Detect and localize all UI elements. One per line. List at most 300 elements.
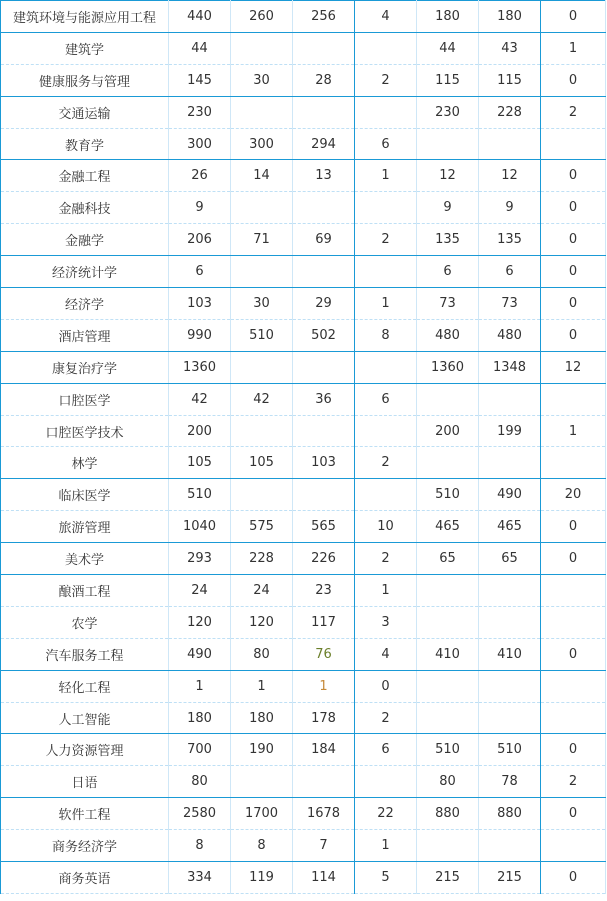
admitted-b-cell [479,447,541,479]
plan-b-cell [417,224,479,256]
total-plan-cell [169,288,231,320]
plan-a-cell [231,670,293,702]
gap-a-cell [355,256,417,288]
gap-a-cell [355,798,417,830]
major-name-cell [1,798,169,830]
total-plan-cell [169,224,231,256]
major-name-cell [1,288,169,320]
gap-b-cell [541,575,606,607]
cell-text: 20 [564,487,582,503]
cell-text: 300 [187,136,212,152]
total-plan-cell [169,415,231,447]
cell-text: 教育学 [64,138,104,154]
total-plan-cell [169,319,231,351]
cell-text: 145 [187,72,212,88]
table-row [1,766,606,798]
total-plan-cell [169,766,231,798]
major-name-cell [1,447,169,479]
cell-text: 42 [191,391,208,407]
total-plan-cell [169,575,231,607]
gap-b-cell [541,511,606,543]
major-name-cell [1,830,169,862]
admitted-a-cell [293,766,355,798]
total-plan-cell [169,128,231,160]
table-body [1,1,606,894]
admitted-b-cell [479,319,541,351]
plan-b-cell [417,415,479,447]
gap-b-cell [541,351,606,383]
cell-text: 1 [319,678,328,694]
table-row [1,1,606,33]
cell-text: 36 [315,391,332,407]
total-plan-cell [169,32,231,64]
cell-text: 金融工程 [58,170,111,186]
cell-text: 103 [187,295,212,311]
cell-text: 2 [568,774,578,790]
cell-text: 口腔医学技术 [45,425,124,441]
cell-text: 334 [187,869,212,885]
cell-text: 44 [191,40,208,56]
gap-a-cell [355,288,417,320]
cell-text: 28 [315,72,332,88]
gap-b-cell [541,192,606,224]
cell-text: 26 [191,168,208,184]
admitted-a-cell [293,830,355,862]
cell-text: 1 [381,582,390,598]
admitted-a-cell [293,862,355,894]
admitted-a-cell [293,256,355,288]
gap-a-cell [355,830,417,862]
cell-text: 6 [381,391,390,407]
admitted-b-cell [479,479,541,511]
cell-text: 24 [253,582,270,598]
cell-text: 1 [568,423,578,439]
table-row [1,543,606,575]
cell-text: 林学 [71,457,98,473]
admitted-a-cell [293,415,355,447]
admitted-b-cell [479,830,541,862]
cell-text: 180 [497,8,522,24]
gap-a-cell [355,192,417,224]
cell-text: 1700 [244,806,279,822]
plan-a-cell [231,511,293,543]
gap-b-cell [541,862,606,894]
plan-b-cell [417,447,479,479]
plan-b-cell [417,319,479,351]
admitted-a-cell [293,96,355,128]
plan-a-cell [231,32,293,64]
gap-b-cell [541,638,606,670]
plan-b-cell [417,192,479,224]
total-plan-cell [169,351,231,383]
gap-b-cell [541,96,606,128]
cell-text: 6 [381,742,390,758]
admitted-a-cell [293,575,355,607]
admitted-a-cell [293,192,355,224]
cell-text: 口腔医学 [58,393,111,409]
cell-text: 9 [505,200,514,216]
total-plan-cell [169,96,231,128]
major-name-cell [1,351,169,383]
admitted-b-cell [479,1,541,33]
table-row [1,256,606,288]
total-plan-cell [169,734,231,766]
gap-b-cell [541,128,606,160]
table-row [1,798,606,830]
table-row [1,511,606,543]
total-plan-cell [169,798,231,830]
gap-b-cell [541,479,606,511]
cell-text: 294 [311,136,336,152]
cell-text: 226 [311,551,336,567]
cell-text: 256 [311,8,336,24]
admitted-b-cell [479,383,541,415]
cell-text: 轻化工程 [58,680,111,696]
cell-text: 旅游管理 [58,521,111,537]
table-row [1,351,606,383]
major-name-cell [1,1,169,33]
cell-text: 230 [187,104,212,120]
gap-b-cell [541,32,606,64]
cell-text: 7 [319,838,328,854]
cell-text: 0 [568,869,578,885]
plan-b-cell [417,638,479,670]
gap-a-cell [355,447,417,479]
cell-text: 78 [501,774,518,790]
cell-text: 24 [191,582,208,598]
plan-a-cell [231,160,293,192]
cell-text: 80 [439,774,456,790]
gap-b-cell [541,543,606,575]
gap-b-cell [541,798,606,830]
cell-text: 1 [568,40,578,56]
admitted-b-cell [479,32,541,64]
admitted-b-cell [479,862,541,894]
cell-text: 经济学 [64,297,104,313]
plan-b-cell [417,830,479,862]
admitted-a-cell [293,32,355,64]
cell-text: 230 [435,104,460,120]
total-plan-cell [169,160,231,192]
total-plan-cell [169,638,231,670]
table-row [1,575,606,607]
major-name-cell [1,383,169,415]
cell-text: 510 [249,327,274,343]
cell-text: 交通运输 [58,106,111,122]
gap-a-cell [355,1,417,33]
total-plan-cell [169,543,231,575]
major-name-cell [1,670,169,702]
admitted-b-cell [479,543,541,575]
total-plan-cell [169,479,231,511]
cell-text: 12 [501,168,518,184]
cell-text: 汽车服务工程 [45,648,124,664]
cell-text: 8 [381,327,390,343]
cell-text: 135 [497,232,522,248]
admitted-b-cell [479,766,541,798]
cell-text: 115 [497,72,522,88]
admitted-a-cell [293,702,355,734]
cell-text: 康复治疗学 [51,361,117,377]
gap-a-cell [355,479,417,511]
admitted-a-cell [293,734,355,766]
table-row [1,96,606,128]
plan-b-cell [417,351,479,383]
gap-a-cell [355,543,417,575]
gap-a-cell [355,734,417,766]
major-name-cell [1,64,169,96]
cell-text: 293 [187,551,212,567]
cell-text: 日语 [71,776,98,792]
cell-text: 180 [187,710,212,726]
gap-b-cell [541,1,606,33]
cell-text: 228 [497,104,522,120]
plan-a-cell [231,638,293,670]
cell-text: 510 [435,487,460,503]
cell-text: 215 [497,869,522,885]
major-name-cell [1,224,169,256]
admitted-b-cell [479,64,541,96]
gap-a-cell [355,319,417,351]
cell-text: 6 [505,264,514,280]
cell-text: 金融科技 [58,202,111,218]
cell-text: 103 [311,455,336,471]
cell-text: 69 [315,232,332,248]
gap-a-cell [355,32,417,64]
admitted-a-cell [293,670,355,702]
admitted-b-cell [479,415,541,447]
gap-b-cell [541,702,606,734]
admitted-b-cell [479,606,541,638]
plan-a-cell [231,734,293,766]
major-name-cell [1,606,169,638]
cell-text: 184 [311,742,336,758]
cell-text: 260 [249,8,274,24]
table-row [1,830,606,862]
cell-text: 2 [381,72,390,88]
cell-text: 71 [253,232,270,248]
gap-a-cell [355,766,417,798]
admitted-b-cell [479,511,541,543]
cell-text: 健康服务与管理 [38,74,130,90]
cell-text: 0 [568,806,578,822]
total-plan-cell [169,192,231,224]
plan-b-cell [417,160,479,192]
cell-text: 65 [501,551,518,567]
plan-a-cell [231,447,293,479]
gap-a-cell [355,862,417,894]
cell-text: 商务经济学 [51,840,117,856]
cell-text: 115 [435,72,460,88]
cell-text: 1360 [430,359,465,375]
cell-text: 1348 [492,359,527,375]
cell-text: 8 [257,838,266,854]
gap-b-cell [541,415,606,447]
gap-a-cell [355,638,417,670]
table-row [1,32,606,64]
cell-text: 0 [568,646,578,662]
table-row [1,319,606,351]
cell-text: 0 [568,72,578,88]
cell-text: 2 [381,455,390,471]
cell-text: 200 [435,423,460,439]
admitted-a-cell [293,288,355,320]
gap-a-cell [355,224,417,256]
plan-b-cell [417,734,479,766]
cell-text: 美术学 [64,553,104,569]
cell-text: 880 [497,806,522,822]
gap-a-cell [355,383,417,415]
plan-b-cell [417,96,479,128]
plan-b-cell [417,128,479,160]
admitted-b-cell [479,96,541,128]
cell-text: 0 [568,327,578,343]
table-row [1,160,606,192]
table-row [1,479,606,511]
plan-b-cell [417,798,479,830]
plan-a-cell [231,702,293,734]
total-plan-cell [169,830,231,862]
cell-text: 565 [311,519,336,535]
plan-b-cell [417,1,479,33]
total-plan-cell [169,64,231,96]
cell-text: 206 [187,232,212,248]
cell-text: 12 [439,168,456,184]
admitted-b-cell [479,575,541,607]
cell-text: 480 [497,327,522,343]
cell-text: 2 [381,551,390,567]
plan-a-cell [231,798,293,830]
cell-text: 酿酒工程 [58,584,111,600]
gap-b-cell [541,734,606,766]
table-row [1,192,606,224]
cell-text: 1 [257,678,266,694]
cell-text: 80 [253,646,270,662]
total-plan-cell [169,1,231,33]
cell-text: 215 [435,869,460,885]
cell-text: 410 [435,646,460,662]
cell-text: 2 [381,710,390,726]
gap-a-cell [355,160,417,192]
gap-a-cell [355,575,417,607]
plan-b-cell [417,288,479,320]
cell-text: 0 [568,742,578,758]
table-row [1,734,606,766]
gap-a-cell [355,64,417,96]
cell-text: 软件工程 [58,808,111,824]
admitted-a-cell [293,479,355,511]
cell-text: 2 [381,232,390,248]
plan-a-cell [231,128,293,160]
total-plan-cell [169,670,231,702]
cell-text: 商务英语 [58,871,111,887]
cell-text: 135 [435,232,460,248]
plan-b-cell [417,543,479,575]
plan-b-cell [417,383,479,415]
cell-text: 105 [249,455,274,471]
total-plan-cell [169,606,231,638]
admitted-a-cell [293,638,355,670]
admitted-a-cell [293,128,355,160]
cell-text: 0 [568,200,578,216]
major-name-cell [1,415,169,447]
plan-b-cell [417,64,479,96]
cell-text: 1360 [182,359,217,375]
plan-a-cell [231,256,293,288]
admitted-a-cell [293,606,355,638]
major-name-cell [1,702,169,734]
gap-b-cell [541,606,606,638]
cell-text: 105 [187,455,212,471]
cell-text: 6 [195,264,204,280]
cell-text: 6 [381,136,390,152]
table-row [1,702,606,734]
plan-a-cell [231,192,293,224]
plan-a-cell [231,575,293,607]
major-name-cell [1,575,169,607]
gap-b-cell [541,766,606,798]
admitted-a-cell [293,64,355,96]
cell-text: 200 [187,423,212,439]
cell-text: 0 [568,551,578,567]
major-name-cell [1,766,169,798]
plan-a-cell [231,543,293,575]
table-row [1,447,606,479]
admitted-a-cell [293,351,355,383]
cell-text: 2580 [182,806,217,822]
cell-text: 13 [315,168,332,184]
cell-text: 65 [439,551,456,567]
total-plan-cell [169,702,231,734]
cell-text: 510 [187,487,212,503]
table-row [1,862,606,894]
admitted-a-cell [293,224,355,256]
gap-b-cell [541,830,606,862]
plan-a-cell [231,415,293,447]
cell-text: 0 [568,168,578,184]
plan-a-cell [231,1,293,33]
cell-text: 1 [381,168,390,184]
plan-a-cell [231,224,293,256]
cell-text: 金融学 [64,234,104,250]
gap-a-cell [355,96,417,128]
cell-text: 临床医学 [58,489,111,505]
cell-text: 80 [191,774,208,790]
cell-text: 1678 [306,806,341,822]
plan-b-cell [417,575,479,607]
gap-a-cell [355,415,417,447]
cell-text: 6 [443,264,452,280]
plan-b-cell [417,702,479,734]
admitted-b-cell [479,128,541,160]
major-name-cell [1,256,169,288]
cell-text: 180 [249,710,274,726]
gap-a-cell [355,670,417,702]
admitted-b-cell [479,288,541,320]
cell-text: 1 [195,678,204,694]
cell-text: 0 [568,264,578,280]
cell-text: 29 [315,295,332,311]
cell-text: 0 [568,8,578,24]
cell-text: 190 [249,742,274,758]
plan-a-cell [231,830,293,862]
plan-b-cell [417,256,479,288]
cell-text: 0 [568,519,578,535]
table-row [1,415,606,447]
gap-a-cell [355,606,417,638]
cell-text: 465 [497,519,522,535]
cell-text: 8 [195,838,204,854]
